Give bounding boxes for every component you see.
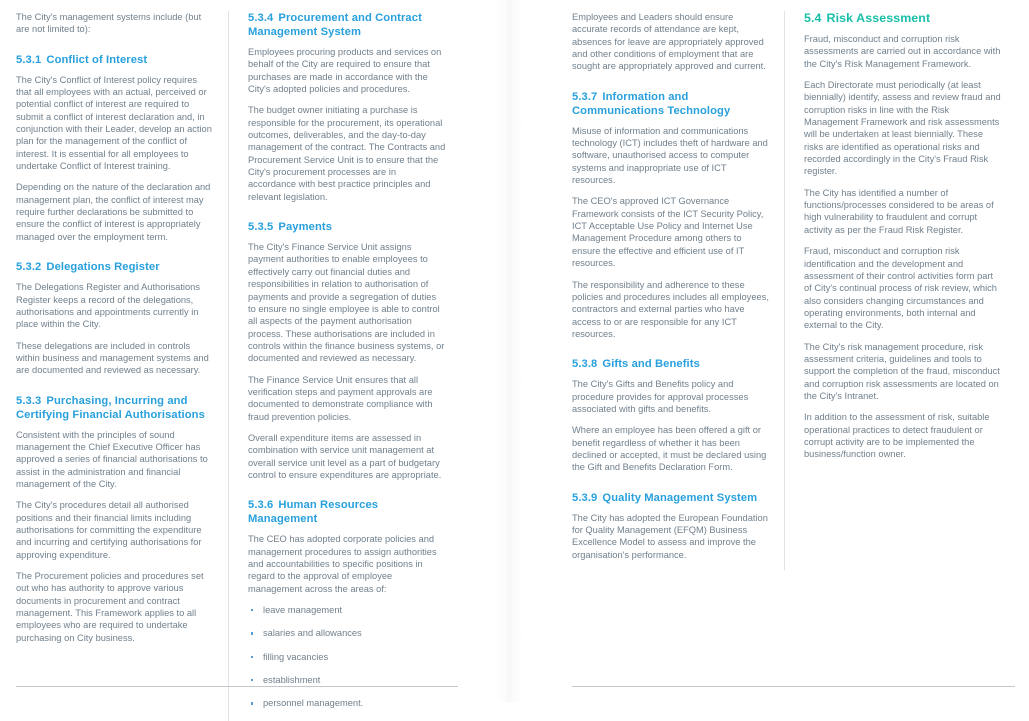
body-paragraph: Fraud, misconduct and corruption risk identification and the development and assessment of their control activities form part of City's continual process of risk review, which also considers changing circumstances and operating environments, both internal and external to the City. xyxy=(804,246,997,331)
body-paragraph: The CEO's approved ICT Governance Framework consists of the ICT Security Policy, ICT Acceptable Use Policy and Internet Use Management Procedure among others to ensure the effective and efficient use of IT resources. xyxy=(572,196,764,269)
body-paragraph: The City's Conflict of Interest policy requires that all employees with an actual, perceived or potential conflict of interest are required to submit a conflict of interest declaration and, in conjunction with their Leader, develop an action plan for the management of the conflict of interest. It is essential for all employees to undertake Conflict of Interest training. xyxy=(16,74,212,172)
bullet-list xyxy=(248,604,446,710)
section-number: 5.3.3 xyxy=(16,394,42,407)
body-paragraph: These delegations are included in controls within business and management systems and are documented and reviewed as necessary. xyxy=(16,340,209,376)
text-column-2 xyxy=(228,11,460,721)
body-paragraph: The Finance Service Unit ensures that all verification steps and payment approvals are documented to demonstrate compliance with fraud prevention policies. xyxy=(248,374,433,422)
section-title: Quality Management System xyxy=(602,491,758,504)
body-paragraph: Each Directorate must periodically (at least biennially) identify, assess and review fraud and corruption risks in line with the Risk Management Framework and risk assessments will be undertaken at least biennially. These risks are identified as operational risks and recorded accordingly in the City's Fraud Risk register. xyxy=(804,80,1001,177)
body-paragraph: Employees and Leaders should ensure accurate records of attendance are kept, absences for leave are appropriately approved and other conditions of employment that are sought are appropriately approved and current. xyxy=(572,12,766,72)
body-paragraph: Employees procuring products and services on behalf of the City are required to ensure that purchases are made in accordance with the City's adopted policies and procedures. xyxy=(248,47,442,95)
section-heading-5-3-8 xyxy=(572,357,770,371)
section-title: Payments xyxy=(278,221,333,234)
bullet-list-item: personnel management. xyxy=(248,697,446,709)
section-title: Delegations Register xyxy=(46,261,160,274)
body-paragraph: The budget owner initiating a purchase is responsible for the procurement, its operational outcomes, deliverables, and the day-to-day management of the contract. The Contracts and Procurement Service Unit is to ensure that the City's procurement processes are in accordance with best practice principles and relevant legislation. xyxy=(248,105,446,202)
body-paragraph: The City's procedures detail all authorised positions and their financial limits including authorisations for committing the expenditure and incurring and certifying authorisations for approving expenditure. xyxy=(16,500,202,560)
body-paragraph: The responsibility and adherence to these policies and procedures includes all employees, contractors and external parties who have access to or are responsible for any ICT resources. xyxy=(572,279,769,339)
section-heading-5-3-2 xyxy=(16,260,214,274)
bullet-list-item: salaries and allowances xyxy=(248,627,446,639)
section-title: Purchasing, Incurring and Certifying Financial Authorisations xyxy=(16,394,205,421)
body-paragraph: Consistent with the principles of sound management the Chief Executive Officer has approved a series of financial authorisations to assist in the administration and financial management of the City. xyxy=(16,429,208,489)
section-number: 5.3.6 xyxy=(248,499,274,512)
bullet-list-item: leave management xyxy=(248,604,446,616)
section-number: 5.3.8 xyxy=(572,358,598,371)
section-title: Human Resources Management xyxy=(248,499,379,526)
body-paragraph: The City's management systems include (but are not limited to): xyxy=(16,12,202,35)
body-paragraph: Depending on the nature of the declaration and management plan, the conflict of interest may require further declarations be submitted to ensure the conflict of interest is appropriately managed over the employment term. xyxy=(16,182,211,242)
section-title: Information and Communications Technology xyxy=(572,90,731,117)
section-number: 5.4 xyxy=(804,11,822,25)
section-title: Risk Assessment xyxy=(826,11,931,25)
text-column-4 xyxy=(784,11,1016,570)
body-paragraph: The City has adopted the European Foundation for Quality Management (EFQM) Business Excellence Model to assess and improve the organisation's performance. xyxy=(572,512,768,560)
bullet-list-item: establishment xyxy=(248,674,446,686)
section-heading-5-3-7 xyxy=(572,90,770,118)
body-paragraph: Where an employee has been offered a gift or benefit regardless of whether it has been declined or accepted, it must be declared using the Gift and Benefits Declaration Form. xyxy=(572,425,767,473)
section-number: 5.3.9 xyxy=(572,491,598,504)
section-number: 5.3.5 xyxy=(248,221,274,234)
bullet-list-item: filling vacancies xyxy=(248,651,446,663)
section-number: 5.3.1 xyxy=(16,53,42,66)
section-heading-5-3-4 xyxy=(248,11,446,39)
body-paragraph: Fraud, misconduct and corruption risk assessments are carried out in accordance with the City's Risk Management Framework. xyxy=(804,34,1001,69)
body-paragraph: Overall expenditure items are assessed in combination with service unit management at overall service unit level as a part of budgetary control to ensure expenditures are appropriate. xyxy=(248,432,442,480)
footer-rule-right xyxy=(572,686,1015,687)
text-column-1 xyxy=(16,11,228,721)
section-title: Gifts and Benefits xyxy=(602,358,700,371)
body-paragraph: The City has identified a number of functions/processes considered to be areas of high vulnerability to fraudulent and corrupt activity as per the Fraud Risk Register. xyxy=(804,187,994,235)
section-heading-5-3-6 xyxy=(248,498,446,526)
body-paragraph: The City's Gifts and Benefits policy and procedure provides for approval processes associated with gifts and benefits. xyxy=(572,379,749,414)
section-heading-5-3-1 xyxy=(16,53,214,67)
right-page-columns xyxy=(572,11,1016,570)
body-paragraph: The CEO has adopted corporate policies and management procedures to assign authorities and accountabilities to specific positions in regard to the approval of employee management across the areas of: xyxy=(248,534,437,594)
section-heading-5-4 xyxy=(804,11,1002,26)
section-number: 5.3.4 xyxy=(248,12,274,24)
section-title: Conflict of Interest xyxy=(46,53,148,66)
section-title: Procurement and Contract Management System xyxy=(248,12,422,38)
body-paragraph: The City's Finance Service Unit assigns payment authorities to enable employees to effectively carry out financial duties and responsibilities in relation to authorisation of payments and provide a segregation of duties to ensure no single employee is able to control all aspects of the payment authorisation process. These authorisations are included in controls within the finance business systems, or documented and reviewed as necessary. xyxy=(248,242,445,364)
section-heading-5-3-3 xyxy=(16,394,214,422)
body-paragraph: In addition to the assessment of risk, suitable operational practices to detect fraudulent or corrupt activity are to be implemented the business/function owner. xyxy=(804,412,990,460)
body-paragraph: The Delegations Register and Authorisations Register keeps a record of the delegations, authorisations and appointments currently in place within the City. xyxy=(16,282,200,330)
left-page-columns xyxy=(16,11,460,721)
section-number: 5.3.7 xyxy=(572,90,598,103)
body-paragraph: The Procurement policies and procedures set out who has authority to approve various documents in procurement and contract management. This Framework applies to all employees who are required to undertake purchasing on City business. xyxy=(16,571,204,643)
body-paragraph: Misuse of information and communications technology (ICT) includes theft of hardware and software, unauthorised access to computer systems and inappropriate use of ICT resources. xyxy=(572,125,768,186)
section-heading-5-3-9 xyxy=(572,491,770,505)
section-heading-5-3-5 xyxy=(248,220,446,234)
section-number: 5.3.2 xyxy=(16,261,42,274)
text-column-3 xyxy=(572,11,784,570)
body-paragraph: The City's risk management procedure, risk assessment criteria, guidelines and tools to support the completion of the fraud, misconduct and corruption risk assessments are located on the City's Intranet. xyxy=(804,341,1000,401)
footer-rule-left xyxy=(16,686,458,687)
